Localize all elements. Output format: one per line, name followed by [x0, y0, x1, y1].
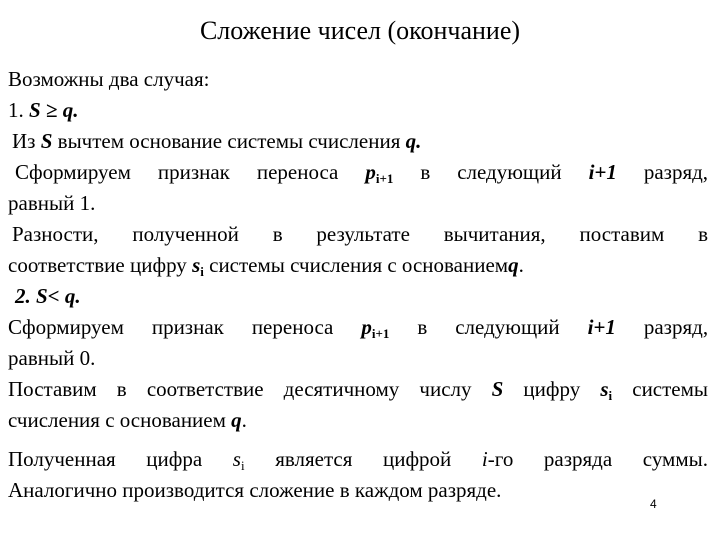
var-s-i-2: s — [600, 377, 609, 401]
similarly-line — [8, 475, 708, 506]
base-line — [8, 405, 708, 436]
slide-title: Сложение чисел (окончание) — [199, 16, 521, 45]
page-number: 4 — [650, 497, 657, 511]
intro-text: Возможны два случая: — [8, 67, 210, 91]
correspondence-text-b: системы счисления с основанием — [209, 253, 509, 277]
similarly-text: Аналогично производится сложение в каждом разряде. — [8, 478, 502, 502]
var-s-i-subscript: i — [200, 264, 204, 279]
equal-0-text: равный 0. — [8, 346, 96, 370]
carry-text-c: разряд, — [643, 160, 709, 184]
assign-line — [8, 374, 708, 405]
base-text-a: счисления с основанием — [8, 408, 226, 432]
base-period: . — [241, 408, 247, 432]
correspondence-period: . — [518, 253, 524, 277]
carry-line-2 — [8, 312, 708, 343]
var-i1: i+1 — [588, 160, 617, 184]
carry2-text-c: следующий — [455, 315, 560, 339]
difference-text-a: Разности, полученной в результате вычитания, поставим — [12, 222, 665, 246]
var-p: p — [365, 160, 376, 184]
var-s-2: S — [491, 377, 504, 401]
var-p-subscript: i+1 — [375, 171, 394, 186]
subtract-text-a: Из — [12, 129, 36, 153]
difference-text-b: в — [698, 222, 708, 246]
subtract-text-b: вычтем основание системы счисления — [57, 129, 401, 153]
var-q: q. — [405, 129, 422, 153]
result-text-c: -го разряда суммы. — [487, 447, 708, 471]
carry2-text-b: в — [417, 315, 428, 339]
equal-0-line — [8, 343, 708, 374]
var-p-2-subscript: i+1 — [371, 326, 390, 341]
case-1-condition: S ≥ q. — [29, 98, 79, 122]
assign-text-c: системы — [632, 377, 709, 401]
var-s-i: s — [192, 253, 201, 277]
equal-1-line — [8, 188, 708, 219]
correspondence-line — [8, 250, 708, 281]
carry-text-a: Сформируем признак переноса — [15, 160, 339, 184]
var-p-2: p — [361, 315, 372, 339]
case-2-heading — [8, 281, 708, 312]
var-i: i — [481, 447, 488, 471]
difference-line — [8, 219, 708, 250]
subtract-line — [8, 126, 708, 157]
var-q-3: q — [231, 408, 242, 432]
carry2-text-d: разряд, — [643, 315, 709, 339]
carry-line-1 — [8, 157, 708, 188]
assign-text-b: цифру — [523, 377, 581, 401]
slide-body — [8, 64, 708, 506]
var-s-i-3-subscript: i — [240, 458, 245, 473]
case-2-condition: 2. S< q. — [15, 284, 81, 308]
case-1-number: 1. — [8, 98, 24, 122]
var-s-i-3: s — [232, 447, 241, 471]
var-s: S — [40, 129, 53, 153]
carry2-text-a: Сформируем признак переноса — [8, 315, 334, 339]
result-text-b: является цифрой — [275, 447, 452, 471]
correspondence-text-a: соответствие цифру — [8, 253, 187, 277]
equal-1-text: равный 1. — [8, 191, 96, 215]
var-q-2: q — [508, 253, 519, 277]
var-i1-2: i+1 — [587, 315, 616, 339]
result-line — [8, 444, 708, 475]
assign-text-a: Поставим в соответствие десятичному числу — [8, 377, 472, 401]
result-text-a: Полученная цифра — [8, 447, 203, 471]
carry-text-b: в следующий — [420, 160, 562, 184]
var-s-i-2-subscript: i — [608, 388, 613, 403]
intro-line — [8, 64, 708, 95]
case-1-heading — [8, 95, 708, 126]
